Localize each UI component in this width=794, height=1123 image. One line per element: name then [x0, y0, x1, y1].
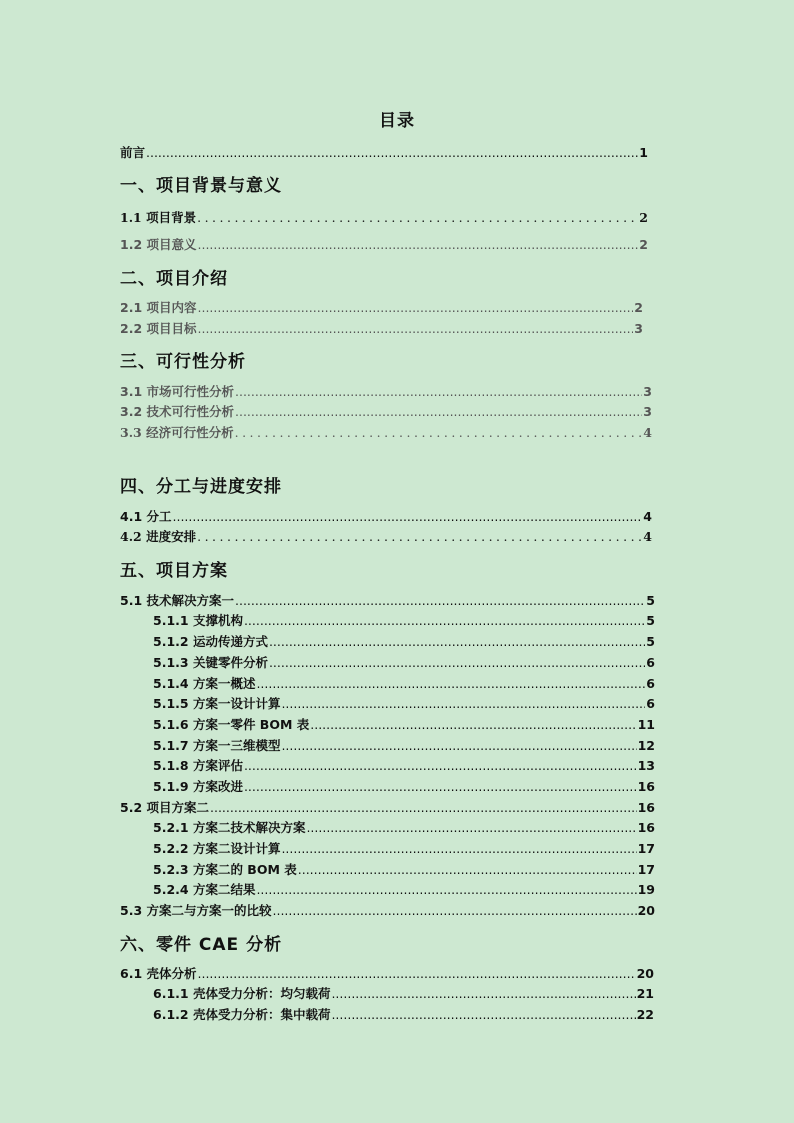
leader-dots [331, 986, 635, 1001]
toc-entry-page: 6 [646, 696, 655, 711]
toc-entry-label: 5.1.3 关键零件分析 [153, 655, 268, 670]
toc-entry-label: 3.2 技术可行性分析 [120, 404, 234, 419]
toc-entry-label: 5.2.1 方案二技术解决方案 [153, 820, 306, 835]
section-heading-6: 六、零件 CAE 分析 [120, 935, 283, 955]
leader-dots [244, 779, 637, 794]
toc-entry-label: 5.1.9 方案改进 [153, 779, 243, 794]
toc-entry-page: 16 [637, 800, 655, 815]
toc-entry-label: 3.1 市场可行性分析 [120, 384, 234, 399]
toc-entry-page: 2 [639, 210, 648, 225]
toc-entry-label: 5.1.7 方案一三维模型 [153, 738, 281, 753]
toc-entry-5-1-5[interactable] [153, 694, 655, 712]
toc-entry-5-1-9[interactable] [153, 777, 655, 795]
toc-entry-2-2[interactable] [120, 319, 643, 337]
toc-entry-page: 19 [637, 882, 655, 897]
toc-entry-5-3[interactable] [120, 901, 655, 919]
toc-entry-4-2[interactable] [120, 527, 652, 545]
toc-entry-label: 1.1 项目背景 [120, 210, 197, 225]
toc-entry-page: 16 [637, 779, 655, 794]
toc-entry-page: 17 [637, 841, 655, 856]
toc-entry-page: 4 [643, 509, 652, 524]
toc-entry-5-1-6[interactable] [153, 715, 655, 733]
toc-entry-label: 1.2 项目意义 [120, 237, 197, 252]
toc-entry-label: 5.1.2 运动传递方式 [153, 634, 268, 649]
section-heading-2: 二、项目介绍 [120, 269, 228, 289]
leader-dots [298, 862, 637, 877]
leader-dots [256, 882, 636, 897]
leader-dots [198, 966, 636, 981]
toc-entry-label: 6.1.2 壳体受力分析：集中载荷 [153, 1007, 331, 1022]
toc-entry-5-1-8[interactable] [153, 756, 655, 774]
toc-entry-page: 21 [636, 986, 654, 1001]
toc-entry-page: 13 [637, 758, 655, 773]
toc-entry-page: 3 [634, 321, 643, 336]
leader-dots [281, 696, 645, 711]
toc-entry-2-1[interactable] [120, 298, 643, 316]
toc-entry-label: 5.1.6 方案一零件 BOM 表 [153, 717, 310, 732]
toc-entry-5-1[interactable] [120, 591, 655, 609]
leader-dots [269, 655, 645, 670]
toc-entry-6-1[interactable] [120, 964, 654, 982]
toc-entry-5-2-3[interactable] [153, 860, 655, 878]
toc-entry-label: 5.3 方案二与方案一的比较 [120, 903, 272, 918]
toc-entry-page: 20 [637, 903, 655, 918]
toc-entry-page: 4 [643, 529, 652, 544]
toc-entry-6-1-2[interactable] [153, 1005, 654, 1023]
leader-dots [235, 593, 645, 608]
leader-dots [269, 634, 645, 649]
toc-entry-5-1-3[interactable] [153, 653, 655, 671]
toc-entry-label: 2.1 项目内容 [120, 300, 197, 315]
leader-dots [173, 509, 643, 524]
toc-entry-5-2-4[interactable] [153, 880, 655, 898]
toc-entry-page: 22 [636, 1007, 654, 1022]
leader-dots [197, 529, 642, 544]
toc-entry-5-1-4[interactable] [153, 674, 655, 692]
leader-dots [244, 613, 645, 628]
leader-dots [235, 384, 642, 399]
toc-entry-label: 5.2.4 方案二结果 [153, 882, 256, 897]
toc-entry-5-2-1[interactable] [153, 818, 655, 836]
leader-dots [244, 758, 637, 773]
toc-entry-label: 5.1.1 支撑机构 [153, 613, 243, 628]
toc-entry-page: 20 [636, 966, 654, 981]
section-heading-4: 四、分工与进度安排 [120, 477, 282, 497]
toc-entry-label: 4.1 分工 [120, 509, 172, 524]
leader-dots [310, 717, 636, 732]
leader-dots [198, 321, 634, 336]
toc-entry-page: 1 [639, 145, 648, 160]
toc-entry-page: 17 [637, 862, 655, 877]
toc-entry-3-1[interactable] [120, 382, 652, 400]
toc-entry-page: 2 [639, 237, 648, 252]
leader-dots [197, 210, 638, 225]
toc-entry-5-1-7[interactable] [153, 736, 655, 754]
leader-dots [146, 145, 638, 160]
toc-entry-5-2[interactable] [120, 798, 655, 816]
leader-dots [235, 404, 642, 419]
leader-dots [306, 820, 636, 835]
toc-entry-label: 5.1 技术解决方案一 [120, 593, 234, 608]
toc-entry-label: 3.3 经济可行性分析 [120, 425, 234, 440]
toc-entry-page: 6 [646, 676, 655, 691]
toc-entry-6-1-1[interactable] [153, 984, 654, 1002]
toc-entry-page: 11 [637, 717, 655, 732]
toc-entry-page: 16 [637, 820, 655, 835]
toc-entry-page: 5 [646, 593, 655, 608]
leader-dots [273, 903, 637, 918]
leader-dots [198, 300, 634, 315]
toc-entry-label: 5.2.2 方案二设计计算 [153, 841, 281, 856]
toc-title: 目录 [379, 111, 415, 131]
leader-dots [235, 425, 643, 440]
toc-entry-page: 12 [637, 738, 655, 753]
toc-entry-page: 5 [646, 613, 655, 628]
toc-entry-5-1-1[interactable] [153, 611, 655, 629]
toc-entry-3-3[interactable] [120, 423, 652, 441]
toc-entry-page: 4 [643, 425, 652, 440]
leader-dots [256, 676, 645, 691]
toc-entry-preface[interactable] [120, 143, 648, 161]
section-heading-1: 一、项目背景与意义 [120, 176, 282, 196]
toc-entry-label: 5.1.5 方案一设计计算 [153, 696, 281, 711]
toc-entry-label: 2.2 项目目标 [120, 321, 197, 336]
leader-dots [210, 800, 637, 815]
toc-entry-label: 5.1.4 方案一概述 [153, 676, 256, 691]
toc-entry-page: 2 [634, 300, 643, 315]
toc-entry-label: 5.2 项目方案二 [120, 800, 209, 815]
toc-entry-page: 5 [646, 634, 655, 649]
toc-entry-1-1[interactable] [120, 208, 648, 226]
toc-entry-label: 6.1 壳体分析 [120, 966, 197, 981]
toc-entry-5-1-2[interactable] [153, 632, 655, 650]
toc-entry-page: 3 [643, 384, 652, 399]
leader-dots [331, 1007, 635, 1022]
toc-entry-label: 前言 [120, 145, 146, 160]
toc-entry-label: 6.1.1 壳体受力分析：均匀载荷 [153, 986, 331, 1001]
leader-dots [198, 237, 639, 252]
leader-dots [281, 738, 636, 753]
leader-dots [281, 841, 636, 856]
toc-entry-5-2-2[interactable] [153, 839, 655, 857]
section-heading-3: 三、可行性分析 [120, 352, 246, 372]
toc-entry-4-1[interactable] [120, 507, 652, 525]
toc-entry-1-2[interactable] [120, 235, 648, 253]
toc-entry-label: 5.1.8 方案评估 [153, 758, 243, 773]
toc-entry-page: 3 [643, 404, 652, 419]
toc-entry-3-2[interactable] [120, 402, 652, 420]
toc-entry-page: 6 [646, 655, 655, 670]
toc-entry-label: 5.2.3 方案二的 BOM 表 [153, 862, 297, 877]
section-heading-5: 五、项目方案 [120, 561, 228, 581]
toc-entry-label: 4.2 进度安排 [120, 529, 197, 544]
